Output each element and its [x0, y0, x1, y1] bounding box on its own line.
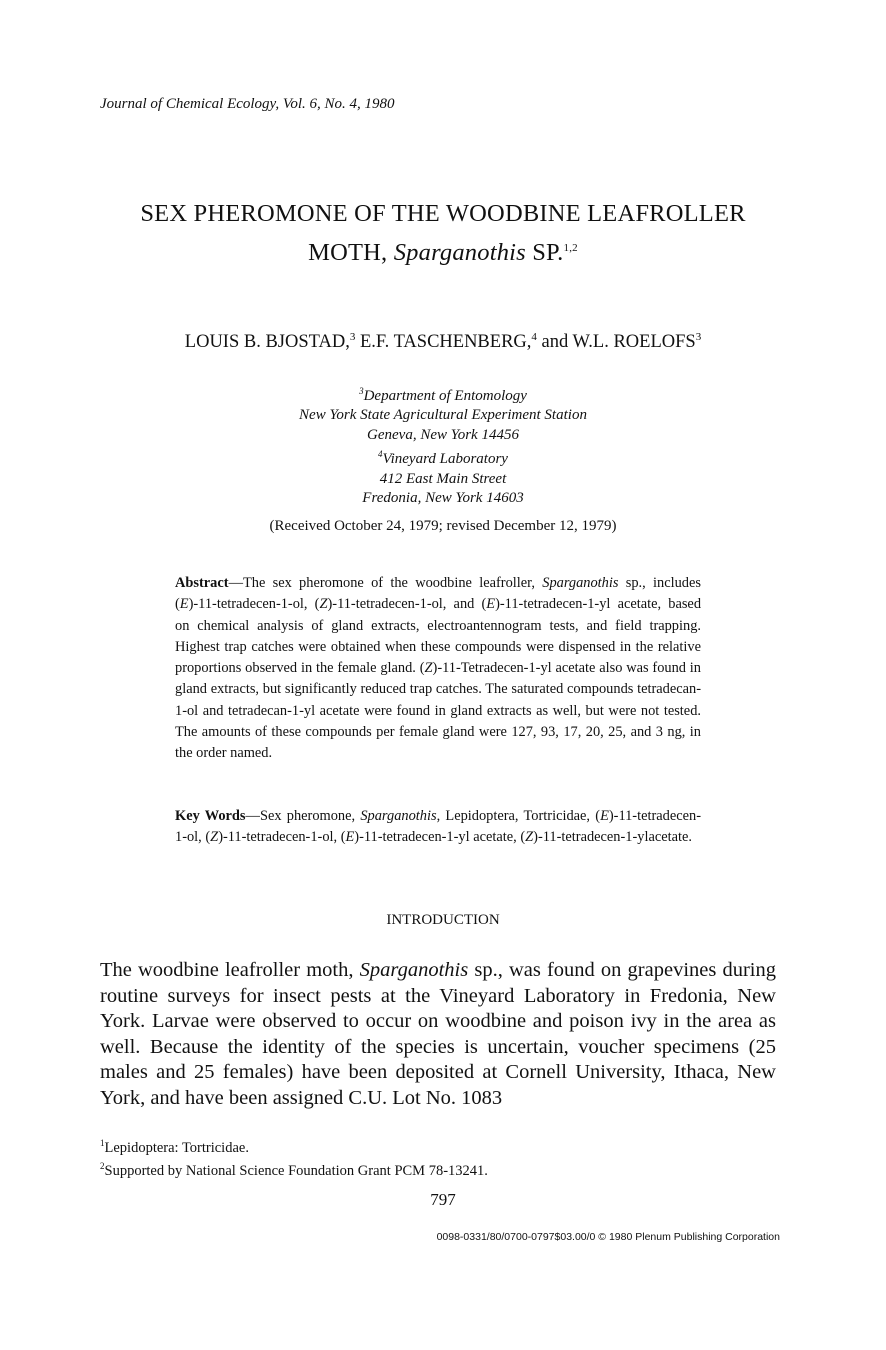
keywords-text: )-11-tetradecen-1-ol, ( — [175, 808, 701, 846]
keywords-isomer: E — [600, 808, 609, 824]
affiliations — [150, 382, 736, 508]
footnote-1-marker: 1 — [100, 1138, 105, 1148]
abstract-text: )-11-tetradecen-1-ol, ( — [188, 596, 320, 613]
keywords-text: )-11-tetradecen-1-yl acetate, ( — [354, 829, 526, 846]
abstract — [175, 573, 701, 765]
paper-title — [60, 197, 826, 270]
section-heading-introduction: INTRODUCTION — [386, 912, 500, 928]
copyright-line: 0098-0331/80/0700-0797$03.00/0 © 1980 Plenum Publishing Corporation — [436, 1231, 780, 1243]
affil-line-4 — [150, 445, 736, 469]
keywords-genus: Sparganothis — [360, 808, 437, 824]
abstract-text: )-11-tetradecen-1-ol, and ( — [327, 596, 487, 613]
author-1: LOUIS B. BJOSTAD, — [184, 332, 350, 353]
introduction-paragraph — [100, 958, 776, 1112]
author-2-affil-ref: 4 — [531, 331, 537, 343]
footnotes — [100, 1134, 488, 1180]
keywords-text: —Sex pheromone, — [245, 808, 361, 824]
keywords-text: )-11-tetradecen-1-ylacetate. — [533, 829, 693, 846]
abstract-text: —The sex pheromone of the woodbine leafroller, — [228, 575, 543, 591]
abstract-isomer: E — [486, 596, 496, 613]
title-suffix: SP. — [525, 239, 564, 267]
keywords-label: Key Words — [175, 808, 246, 824]
affil-line-2: New York State Agricultural Experiment Station — [299, 407, 587, 424]
author-3: and W.L. ROELOFS — [536, 332, 696, 353]
keywords-isomer: E — [345, 829, 355, 846]
author-2: E.F. TASCHENBERG, — [355, 332, 532, 353]
title-genus: Sparganothis — [393, 239, 526, 267]
abstract-text: sp., includes ( — [175, 575, 701, 613]
affil-line-1 — [150, 382, 736, 406]
abstract-isomer: Z — [319, 596, 328, 613]
footnote-1 — [100, 1134, 488, 1157]
footnote-1-text: Lepidoptera: Tortricidae. — [104, 1139, 249, 1156]
affil-line-3: Geneva, New York 14456 — [367, 426, 519, 443]
page-number: 797 — [430, 1190, 456, 1209]
affil-line-5: 412 East Main Street — [379, 470, 507, 487]
footnote-2-text: Supported by National Science Foundation Grant PCM 78-13241. — [104, 1162, 488, 1179]
body-text: sp., was found on grapevines during routine surveys for insect pests at the Vineyard Laboratory in Fredonia, New York. Larvae were observed to occur on woodbine and poison ivy in the area as well. Because the identity of the species is uncertain, voucher specimens (25 males and 25 females) have been deposited at Cornell University, Ithaca, New York, and have been assigned C.U. Lot No. 1083 — [100, 959, 776, 1109]
abstract-genus: Sparganothis — [542, 575, 619, 591]
affil-lab: Vineyard Laboratory — [382, 451, 508, 468]
title-line-2 — [60, 231, 826, 270]
footnote-2 — [100, 1157, 488, 1180]
keywords-text: , Lepidoptera, Tortricidae, ( — [436, 808, 601, 824]
affil-line-6: Fredonia, New York 14603 — [362, 490, 524, 507]
journal-citation: Journal of Chemical Ecology, Vol. 6, No. 4, 1980 — [100, 96, 395, 112]
affil-dept: Department of Entomology — [363, 388, 527, 404]
footnote-2-marker: 2 — [100, 1160, 105, 1171]
title-footnote-ref: 1,2 — [563, 242, 578, 254]
author-3-affil-ref: 3 — [695, 331, 702, 343]
body-text: The woodbine leafroller moth, — [100, 959, 360, 981]
keywords-isomer: Z — [525, 829, 534, 846]
received-dates: (Received October 24, 1979; revised December 12, 1979) — [269, 518, 617, 534]
body-genus: Sparganothis — [359, 959, 469, 981]
affil-marker-3: 3 — [359, 386, 364, 396]
abstract-isomer: Z — [424, 660, 433, 677]
keywords-isomer: Z — [210, 829, 219, 846]
author-1-affil-ref: 3 — [349, 331, 356, 343]
title-line-1: SEX PHEROMONE OF THE WOODBINE LEAFROLLER — [140, 200, 746, 227]
abstract-isomer: E — [179, 596, 189, 613]
keywords-text: )-11-tetradecen-1-ol, ( — [218, 829, 346, 846]
abstract-text: )-11-tetradecen-1-yl acetate, based on chemical analysis of gland extracts, electroantennogram tests, and field trapping. Highest trap catches were obtained when these compounds were dispensed in the relative proportions observed in the female gland. ( — [175, 596, 702, 677]
author-list — [60, 331, 826, 353]
title-prefix: MOTH, — [308, 239, 394, 267]
affil-marker-4: 4 — [378, 449, 383, 460]
abstract-text: )-11-Tetradecen-1-yl acetate also was found in gland extracts, but significantly reduced trap catches. The saturated compounds tetradecan-1-ol and tetradecan-1-yl acetate were found in gland extracts as well, but were not tested. The amounts of these compounds per female gland were 127, 93, 17, 20, 25, and 3 ng, in the order named. — [175, 660, 702, 762]
abstract-label: Abstract — [175, 575, 229, 591]
key-words — [175, 806, 701, 849]
